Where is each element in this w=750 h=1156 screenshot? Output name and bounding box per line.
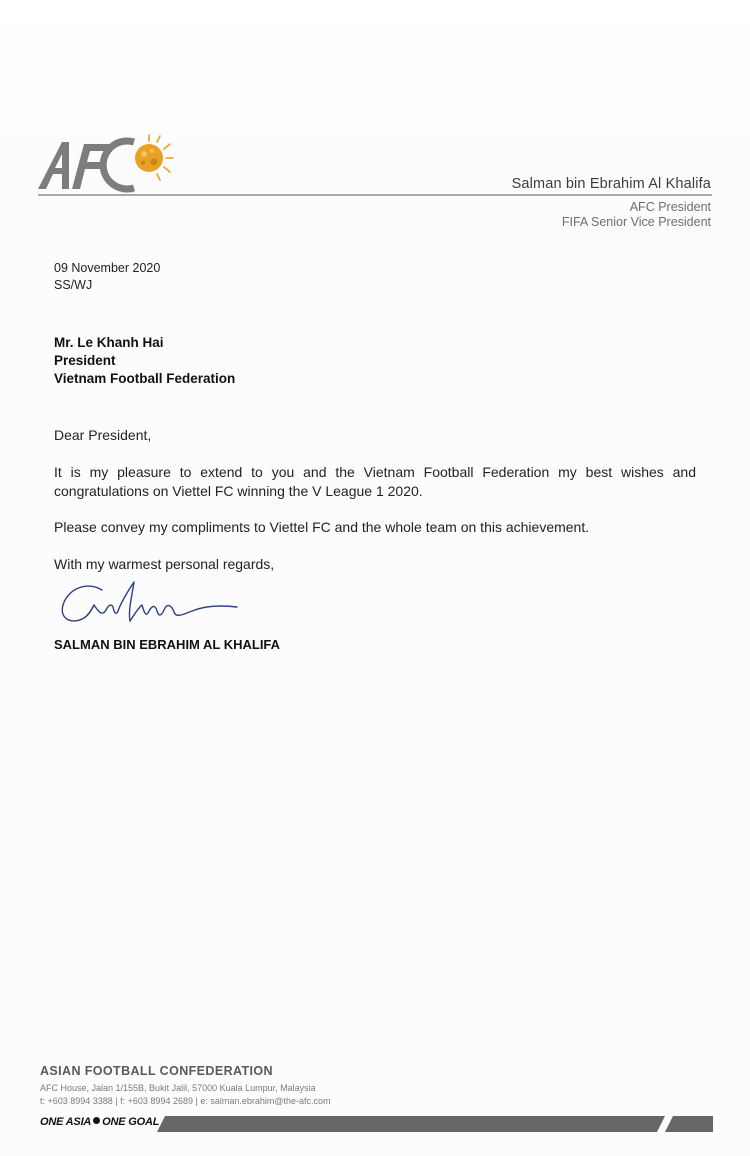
recipient-title: President — [54, 353, 116, 368]
afc-logo — [36, 132, 181, 194]
slogan-left: ONE ASIA — [40, 1116, 92, 1128]
footer-decorative-bar — [157, 1116, 713, 1132]
closing: With my warmest personal regards, — [54, 556, 275, 572]
salutation: Dear President, — [54, 427, 152, 443]
footer-organization: ASIAN FOOTBALL CONFEDERATION — [40, 1064, 273, 1078]
slogan-right: ONE GOAL — [102, 1116, 160, 1128]
signatory-name: SALMAN BIN EBRAHIM AL KHALIFA — [54, 637, 281, 652]
header-divider — [38, 194, 712, 196]
sun-ball-icon — [135, 135, 173, 180]
footer-contact: t: +603 8994 3388 | f: +603 8994 2689 | e: salman.ebrahim@the-afc.com — [40, 1096, 331, 1106]
footer-address: AFC House, Jalan 1/155B, Bukit Jalil, 57000 Kuala Lumpur, Malaysia — [40, 1083, 316, 1093]
sender-name: Salman bin Ebrahim Al Khalifa — [511, 176, 711, 192]
sender-role-2: FIFA Senior Vice President — [561, 215, 711, 229]
paragraph-2: Please convey my compliments to Viettel FC and the whole team on this achievement. — [54, 519, 590, 535]
footer-slogan — [40, 1116, 159, 1128]
recipient-name: Mr. Le Khanh Hai — [54, 335, 164, 350]
letter-date: 09 November 2020 — [54, 261, 161, 275]
football-icon — [93, 1117, 100, 1124]
sender-role-1: AFC President — [629, 200, 711, 214]
recipient-organization: Vietnam Football Federation — [54, 371, 236, 386]
paragraph-1-line-2: congratulations on Viettel FC winning the V League 1 2020. — [54, 483, 423, 499]
letter-reference: SS/WJ — [54, 278, 93, 292]
handwritten-signature — [58, 578, 248, 630]
paragraph-1-line-1: It is my pleasure to extend to you and the Vietnam Football Federation my best wishes and — [54, 464, 696, 480]
